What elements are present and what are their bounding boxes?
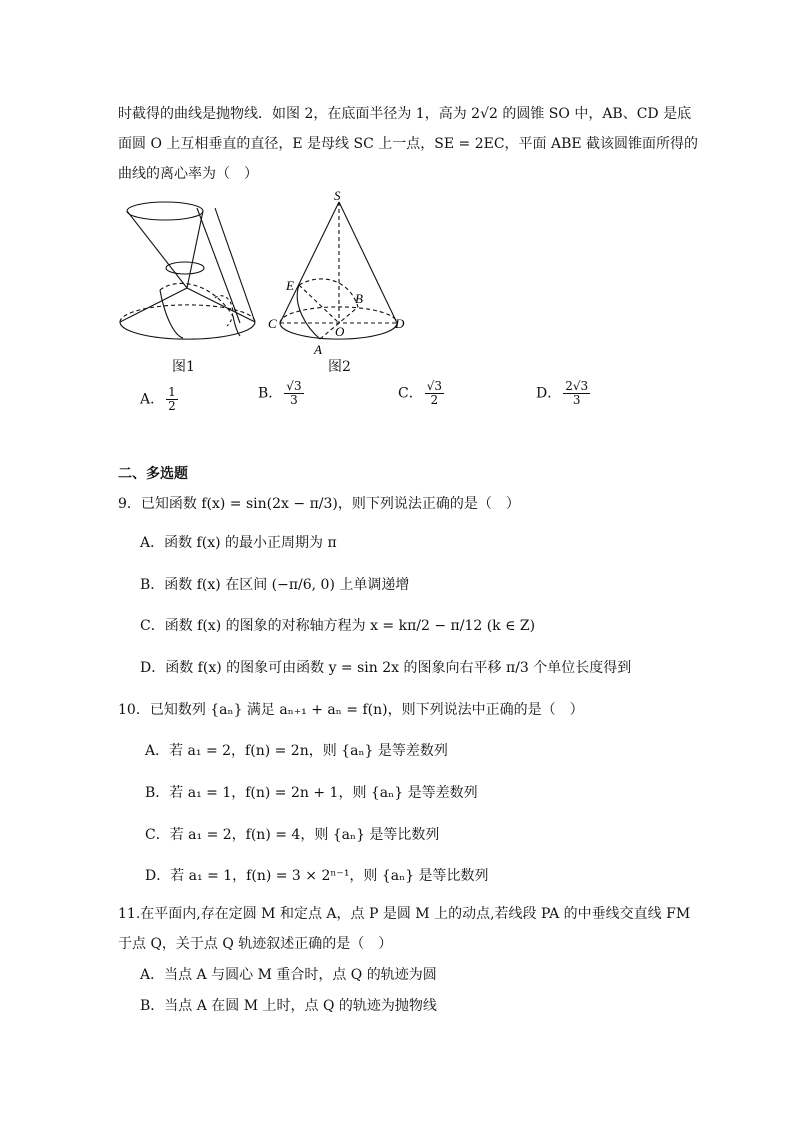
- q8-option-a[interactable]: A． $\frac{1}{2}$: [140, 385, 176, 413]
- label-S: S: [334, 190, 341, 203]
- fraction: $\frac{1}{2}$: [168, 385, 176, 413]
- q11-stem-line-2: 于点 Q，关于点 Q 轨迹叙述正确的是（ ）: [118, 936, 393, 952]
- fraction: $\frac{√3}{2}$: [426, 379, 442, 407]
- fraction: $\frac{2√3}{3}$: [565, 379, 589, 407]
- q10-option-a[interactable]: A．若 a₁ = 2，f(n) = 2n，则 {aₙ} 是等差数列: [145, 743, 448, 759]
- q9-option-d[interactable]: D．函数 f(x) 的图象可由函数 y = sin 2x 的图象向右平移 π/3 个单位长度得到: [140, 660, 632, 676]
- q10-stem: 10．已知数列 {aₙ} 满足 aₙ₊₁ + aₙ = f(n)，则下列说法中正确的是（ ）: [118, 702, 584, 718]
- q8-option-c[interactable]: C． $\frac{√3}{2}$: [398, 379, 442, 407]
- section-title: 二、多选题: [118, 466, 188, 482]
- figure-2-caption: 图2: [328, 359, 351, 375]
- q9-option-c[interactable]: C．函数 f(x) 的图象的对称轴方程为 x = kπ/2 − π/12 (k ∈ Z): [140, 618, 536, 634]
- figure-1-cone-illustration: [115, 198, 265, 348]
- fraction: $\frac{√3}{3}$: [286, 379, 302, 407]
- q11-option-a[interactable]: A．当点 A 与圆心 M 重合时，点 Q 的轨迹为圆: [140, 967, 437, 983]
- figure-2-cone-diagram: [262, 190, 422, 360]
- q9-stem: 9．已知函数 f(x) = sin(2x − π/3)，则下列说法正确的是（ ）: [118, 496, 520, 512]
- q8-option-d[interactable]: D． $\frac{2√3}{3}$: [536, 379, 589, 407]
- label-C: C: [268, 316, 277, 331]
- label-E: E: [286, 278, 294, 293]
- q10-option-d[interactable]: D．若 a₁ = 1，f(n) = 3 × 2ⁿ⁻¹，则 {aₙ} 是等比数列: [145, 868, 489, 884]
- q9-option-a[interactable]: A．函数 f(x) 的最小正周期为 π: [140, 535, 337, 551]
- label-D: D: [395, 316, 405, 331]
- q8-text-line-3: 曲线的离心率为（ ）: [118, 166, 258, 182]
- q11-stem-line-1: 11.在平面内,存在定圆 M 和定点 A，点 P 是圆 M 上的动点,若线段 PA 的中垂线交直线 FM: [118, 906, 691, 922]
- label-O: O: [335, 324, 345, 339]
- q10-option-c[interactable]: C．若 a₁ = 2，f(n) = 4，则 {aₙ} 是等比数列: [145, 827, 440, 843]
- q8-text-line-1: 时截得的曲线是抛物线．如图 2，在底面半径为 1，高为 2√2 的圆锥 SO 中，AB、CD 是底: [118, 106, 692, 122]
- q10-option-b[interactable]: B．若 a₁ = 1，f(n) = 2n + 1，则 {aₙ} 是等差数列: [145, 785, 478, 801]
- q8-text-line-2: 面圆 O 上互相垂直的直径，E 是母线 SC 上一点，SE = 2EC，平面 ABE 截该圆锥面所得的: [118, 136, 699, 152]
- label-B: B: [355, 291, 363, 306]
- figure-1-caption: 图1: [172, 359, 195, 375]
- label-A: A: [314, 342, 322, 357]
- q11-option-b[interactable]: B．当点 A 在圆 M 上时，点 Q 的轨迹为抛物线: [140, 998, 437, 1014]
- q8-option-b[interactable]: B． $\frac{√3}{3}$: [258, 379, 302, 407]
- q9-option-b[interactable]: B．函数 f(x) 在区间 (−π/6, 0) 上单调递增: [140, 577, 410, 593]
